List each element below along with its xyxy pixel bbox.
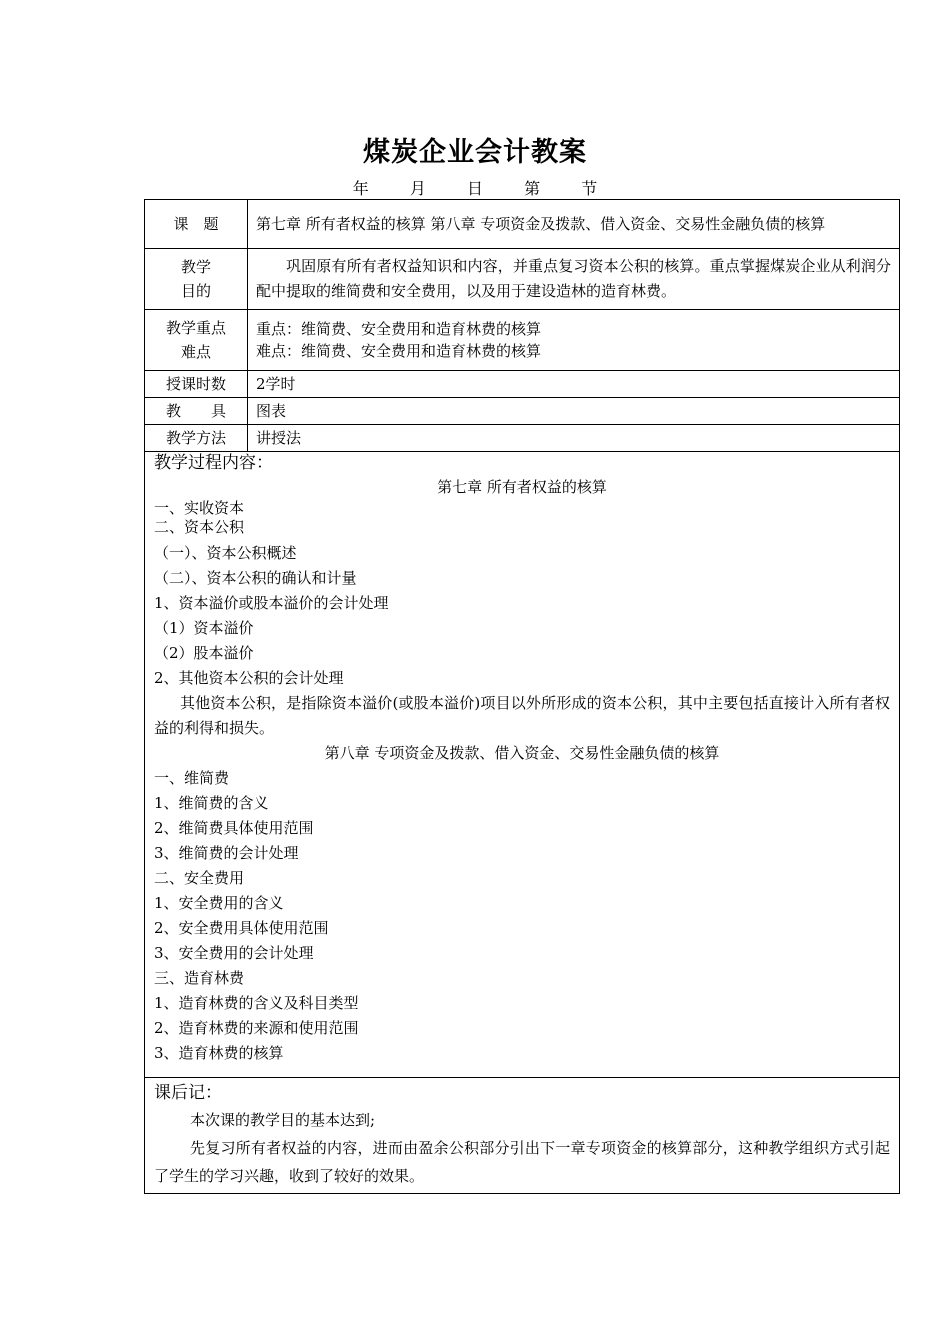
value-key-points: 重点：维简费、安全费用和造育林费的核算 难点：维简费、安全费用和造育林费的核算 (248, 310, 900, 371)
chapter8-item: 3、安全费用的会计处理 (154, 944, 314, 962)
label-aids: 教 具 (145, 398, 248, 425)
page-title: 煤炭企业会计教案 (363, 137, 587, 168)
chapter8-item: 1、安全费用的含义 (154, 894, 284, 912)
chapter7-item: 一、实收资本 (154, 499, 245, 517)
process-heading: 教学过程内容： (154, 453, 273, 473)
value-aids: 图表 (248, 398, 900, 425)
chapter7-item: （二）、资本公积的确认和计量 (154, 569, 357, 587)
notes-heading: 课后记： (154, 1083, 222, 1103)
chapter8-item: 3、维简费的会计处理 (154, 844, 299, 862)
value-topic: 第七章 所有者权益的核算 第八章 专项资金及拨款、借入资金、交易性金融负债的核算 (248, 200, 900, 249)
row-aids (145, 398, 900, 425)
lesson-info-table (144, 199, 900, 452)
label-key-points: 教学重点 难点 (145, 310, 248, 371)
chapter8-item: 2、造育林费的来源和使用范围 (154, 1019, 359, 1037)
label-objective: 教学 目的 (145, 249, 248, 310)
chapter7-item: （1）资本溢价 (154, 619, 254, 637)
chapter8-item: 1、造育林费的含义及科目类型 (154, 994, 359, 1012)
date-ordinal: 第 (524, 179, 541, 198)
chapter8-item: 2、安全费用具体使用范围 (154, 919, 329, 937)
row-objective (145, 249, 900, 310)
chapter7-item: 2、其他资本公积的会计处理 (154, 669, 344, 687)
chapter8-item: 三、造育林费 (154, 969, 245, 987)
date-month: 月 (409, 179, 426, 198)
date-line (0, 176, 950, 199)
date-section: 节 (581, 179, 598, 198)
chapter7-item: 1、资本溢价或股本溢价的会计处理 (154, 594, 389, 612)
label-method: 教学方法 (145, 425, 248, 452)
date-day: 日 (466, 179, 483, 198)
label-hours: 授课时数 (145, 371, 248, 398)
row-hours (145, 371, 900, 398)
chapter7-item: （2）股本溢价 (154, 644, 254, 662)
chapter8-item: 2、维简费具体使用范围 (154, 819, 314, 837)
notes-paragraph-2: 先复习所有者权益的内容，进而由盈余公积部分引出下一章专项资金的核算部分，这种教学组织方式引起了学生的学习兴趣，收到了较好的效果。 (154, 1139, 890, 1185)
value-hours: 2学时 (248, 371, 900, 398)
date-year: 年 (352, 179, 369, 198)
teaching-process-section (144, 447, 900, 1078)
chapter7-title: 第七章 所有者权益的核算 (437, 478, 607, 496)
row-topic (145, 200, 900, 249)
chapter8-item: 1、维简费的含义 (154, 794, 269, 812)
post-class-notes (144, 1077, 900, 1194)
chapter7-item: （一）、资本公积概述 (154, 544, 297, 562)
chapter7-paragraph: 其他资本公积，是指除资本溢价(或股本溢价)项目以外所形成的资本公积，其中主要包括直接计入所有者权益的利得和损失。 (154, 694, 890, 737)
chapter8-title: 第八章 专项资金及拨款、借入资金、交易性金融负债的核算 (324, 744, 720, 762)
chapter8-item: 3、造育林费的核算 (154, 1044, 284, 1062)
notes-paragraph-1: 本次课的教学目的基本达到; (190, 1111, 376, 1129)
value-method: 讲授法 (248, 425, 900, 452)
value-objective: 巩固原有所有者权益知识和内容，并重点复习资本公积的核算。重点掌握煤炭企业从利润分配中提取的维简费和安全费用，以及用于建设造林的造育林费。 (248, 249, 900, 310)
label-topic: 课 题 (145, 200, 248, 249)
chapter8-item: 二、安全费用 (154, 869, 245, 887)
chapter8-item: 一、维简费 (154, 769, 230, 787)
chapter7-item: 二、资本公积 (154, 518, 245, 536)
row-key-points (145, 310, 900, 371)
